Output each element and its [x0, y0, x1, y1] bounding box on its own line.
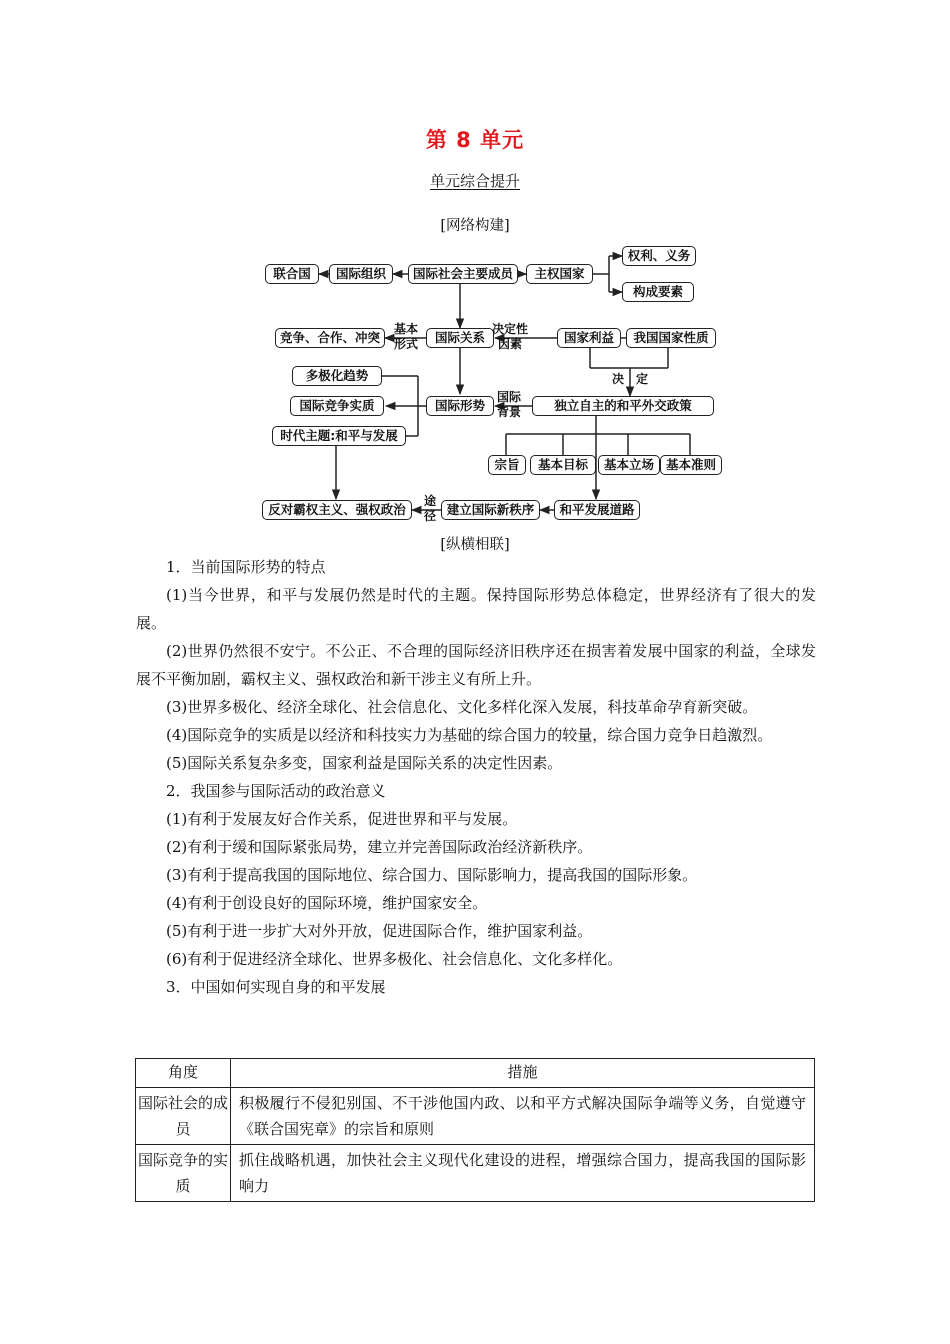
label-path-line2: 径: [424, 509, 437, 523]
paragraph: (5)有利于进一步扩大对外开放，促进国际合作，维护国家利益。: [166, 922, 593, 940]
label-decisive-line2: 因素: [498, 337, 523, 351]
paragraph: (5)国际关系复杂多变，国家利益是国际关系的决定性因素。: [166, 754, 563, 772]
table-row: [136, 1088, 815, 1145]
paragraph: (3)世界多极化、经济全球化、社会信息化、文化多样化深入发展，科技革命孕育新突破。: [166, 698, 758, 716]
label-decisive-factor: [492, 322, 528, 352]
node-compete: 竞争、合作、冲突: [275, 328, 385, 348]
heading-3: 3．中国如何实现自身的和平发展: [166, 978, 386, 996]
node-interest: 国家利益: [557, 328, 621, 348]
node-sovereign: 主权国家: [526, 264, 593, 284]
paragraph: (2)有利于缓和国际紧张局势，建立并完善国际政治经济新秩序。: [166, 838, 593, 856]
table-row: [136, 1145, 815, 1202]
label-path-line1: 途: [424, 494, 437, 508]
label-intl-bg-line2: 背景: [497, 405, 522, 419]
node-goal: 基本目标: [530, 455, 596, 475]
node-multipolar: 多极化趋势: [292, 366, 382, 386]
node-policy: 独立自主的和平外交政策: [532, 396, 714, 416]
node-norms: 基本准则: [660, 455, 722, 475]
node-theme: 时代主题:和平与发展: [272, 426, 406, 446]
table-header-row: [136, 1059, 815, 1088]
node-situation: 国际形势: [426, 396, 494, 416]
paragraph: (1)当今世界，和平与发展仍然是时代的主题。保持国际形势总体稳定，世界经济有了很大的发展。: [136, 586, 816, 632]
body-text: [136, 553, 816, 1001]
node-main-members: 国际社会主要成员: [408, 264, 518, 284]
node-stance: 基本立场: [598, 455, 660, 475]
label-basic-form: [394, 322, 418, 352]
section-label-network: [网络构建]: [440, 218, 510, 234]
node-purpose: 宗旨: [488, 455, 526, 475]
cell-measure: 抓住战略机遇，加快社会主义现代化建设的进程，增强综合国力，提高我国的国际影响力: [231, 1145, 815, 1202]
measures-table: [135, 1058, 815, 1202]
heading-1: 1．当前国际形势的特点: [166, 558, 326, 576]
cell-measure: 积极履行不侵犯别国、不干涉他国内政、以和平方式解决国际争端等义务，自觉遵守《联合国宪章》的宗旨和原则: [231, 1088, 815, 1145]
node-new-order: 建立国际新秩序: [441, 500, 540, 520]
header-angle: 角度: [136, 1059, 231, 1088]
node-nature: 我国国家性质: [626, 328, 716, 348]
label-decide: 决 定: [612, 372, 649, 386]
paragraph: (1)有利于发展友好合作关系，促进世界和平与发展。: [166, 810, 518, 828]
page-subtitle: 单元综合提升: [429, 172, 520, 190]
node-un: 联合国: [265, 264, 319, 284]
node-essence: 国际竞争实质: [290, 396, 384, 416]
page-title: 第 8 单元: [425, 128, 525, 152]
label-intl-background: [497, 390, 521, 420]
node-intl-org: 国际组织: [329, 264, 393, 284]
paragraph: (4)国际竞争的实质是以经济和科技实力为基础的综合国力的较量，综合国力竞争日趋激烈。: [166, 726, 773, 744]
node-peace-road: 和平发展道路: [554, 500, 640, 520]
paragraph: (4)有利于创设良好的国际环境，维护国家安全。: [166, 894, 488, 912]
label-decisive-line1: 决定性: [492, 322, 529, 336]
label-path: [424, 494, 436, 524]
header-measure: 措施: [231, 1059, 815, 1088]
section-label-links: [纵横相联]: [440, 537, 510, 553]
paragraph: (6)有利于促进经济全球化、世界多极化、社会信息化、文化多样化。: [166, 950, 623, 968]
node-relations: 国际关系: [426, 328, 494, 348]
label-intl-bg-line1: 国际: [497, 390, 522, 404]
node-rights: 权利、义务: [622, 246, 696, 266]
node-elements: 构成要素: [622, 282, 694, 302]
node-oppose: 反对霸权主义、强权政治: [262, 500, 412, 520]
label-basic-form-line2: 形式: [394, 337, 419, 351]
cell-angle: 国际社会的成员: [136, 1088, 231, 1145]
paragraph: (2)世界仍然很不安宁。不公正、不合理的国际经济旧秩序还在损害着发展中国家的利益，全球发展不平衡加剧，霸权主义、强权政治和新干涉主义有所上升。: [136, 642, 816, 688]
cell-angle: 国际竞争的实质: [136, 1145, 231, 1202]
paragraph: (3)有利于提高我国的国际地位、综合国力、国际影响力，提高我国的国际形象。: [166, 866, 698, 884]
label-basic-form-line1: 基本: [394, 322, 419, 336]
heading-2: 2．我国参与国际活动的政治意义: [166, 782, 386, 800]
